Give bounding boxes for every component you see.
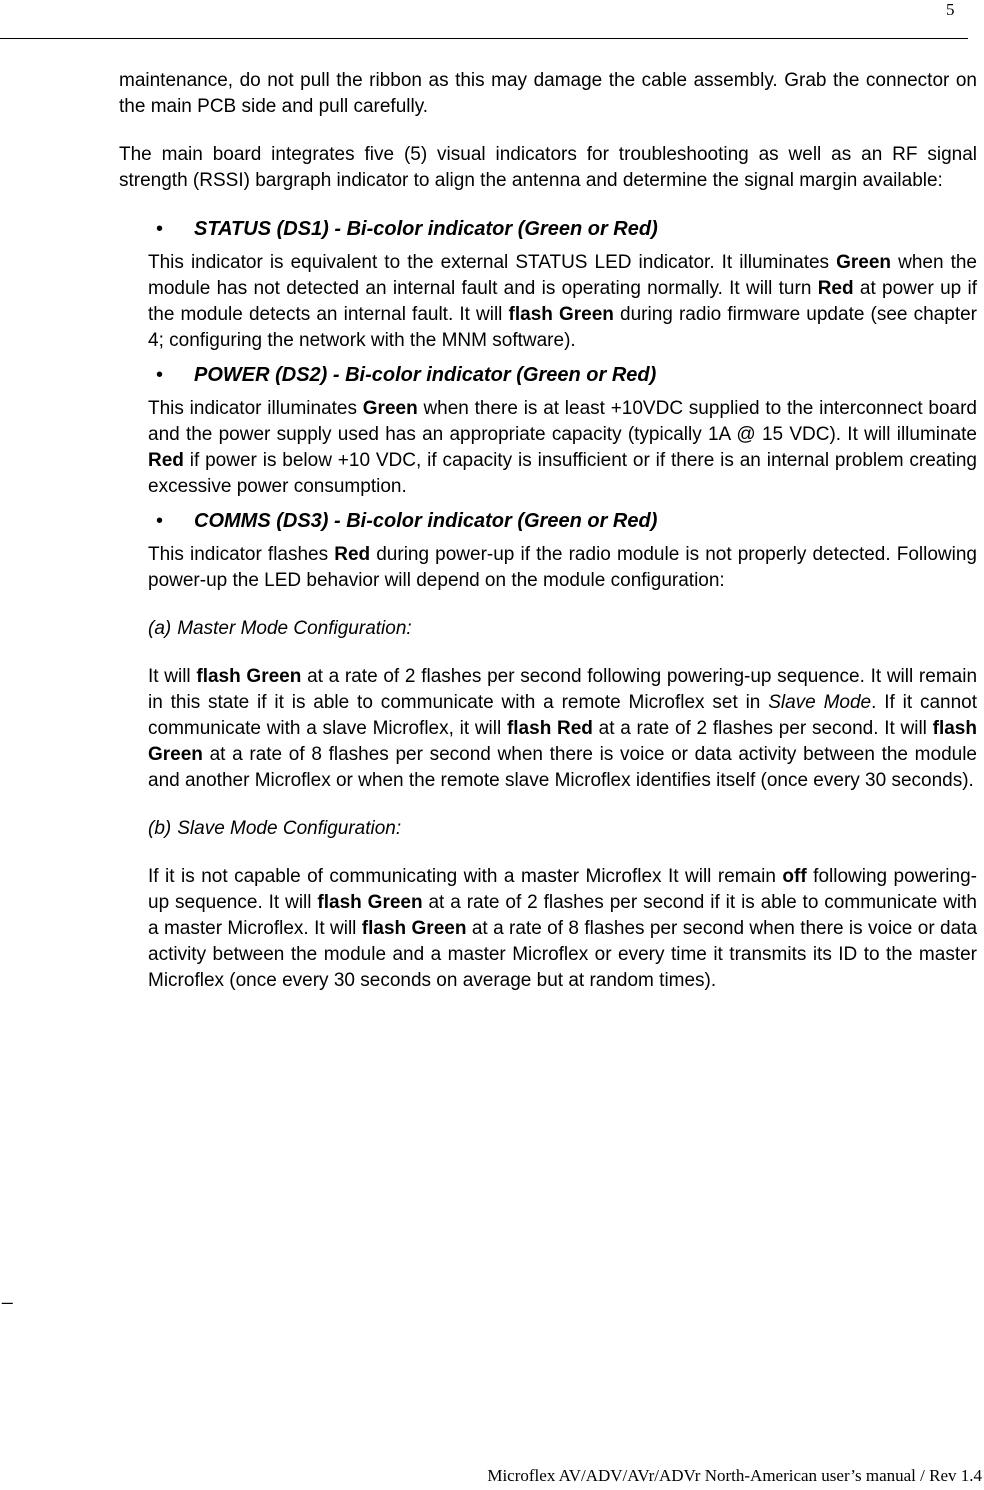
document-body — [119, 68, 977, 994]
page-number: 5 — [946, 0, 955, 19]
master-mode-description: It will flash Green at a rate of 2 flashes per second following powering-up sequence. It will remain in this state if it is able to communicate with a remote Microflex set in Slave Mode. If it cannot communicate with a slave Microflex, it will flash Red at a rate of 2 flashes per second. It will flash Green at a rate of 8 flashes per second when there is voice or data activity between the module and another Microflex or when the remote slave Microflex identifies itself (once every 30 seconds). — [148, 666, 978, 791]
bullet-icon: • — [156, 218, 164, 240]
header-rule — [0, 38, 968, 39]
margin-mark: _ — [2, 1284, 13, 1305]
power-description: This indicator illuminates Green when there is at least +10VDC supplied to the interconnect board and the power supply used has an appropriate capacity (typically 1A @ 15 VDC). It will illuminate Red if power is below +10 VDC, if capacity is insufficient or if there is an internal problem creating excessive power consumption. — [148, 398, 977, 497]
power-heading-text: POWER (DS2) - Bi-color indicator (Green or Red) — [194, 364, 657, 386]
status-heading-text: STATUS (DS1) - Bi-color indicator (Green or Red) — [194, 218, 658, 240]
comms-heading — [119, 508, 977, 534]
status-description: This indicator is equivalent to the external STATUS LED indicator. It illuminates Green when the module has not detected an internal fault and is operating normally. It will turn Red at power up if the module detects an internal fault. It will flash Green during radio firmware update (see chapter 4; configuring the network with the MNM software). — [148, 252, 978, 351]
slave-mode-title: Slave Mode Configuration: — [177, 818, 402, 839]
status-heading — [119, 216, 977, 242]
bullet-icon: • — [156, 364, 164, 386]
bullet-icon: • — [156, 510, 164, 532]
intro-paragraph-2: The main board integrates five (5) visual indicators for troubleshooting as well as an RF signal strength (RSSI) bargraph indicator to align the antenna and determine the signal margin available: — [119, 144, 977, 191]
comms-heading-text: COMMS (DS3) - Bi-color indicator (Green or Red) — [194, 510, 658, 532]
master-mode-heading — [148, 616, 977, 642]
master-mode-label: (a) — [148, 618, 172, 639]
comms-description: This indicator flashes Red during power-up if the radio module is not properly detected. Following power-up the LED behavior will depend on the module configuration: — [148, 544, 978, 591]
slave-mode-heading — [148, 816, 977, 842]
intro-paragraph-1: maintenance, do not pull the ribbon as this may damage the cable assembly. Grab the connector on the main PCB side and pull carefully. — [119, 70, 977, 117]
slave-mode-label: (b) — [148, 818, 172, 839]
page-footer: Microflex AV/ADV/AVr/ADVr North-American user’s manual / Rev 1.4 — [487, 1466, 982, 1485]
master-mode-title: Master Mode Configuration: — [177, 618, 412, 639]
power-heading — [119, 362, 977, 388]
slave-mode-description: If it is not capable of communicating with a master Microflex It will remain off following powering-up sequence. It will flash Green at a rate of 2 flashes per second if it is able to communicate with a master Microflex. It will flash Green at a rate of 8 flashes per second when there is voice or data activity between the module and a master Microflex or every time it transmits its ID to the master Microflex (once every 30 seconds on average but at random times). — [148, 866, 978, 991]
